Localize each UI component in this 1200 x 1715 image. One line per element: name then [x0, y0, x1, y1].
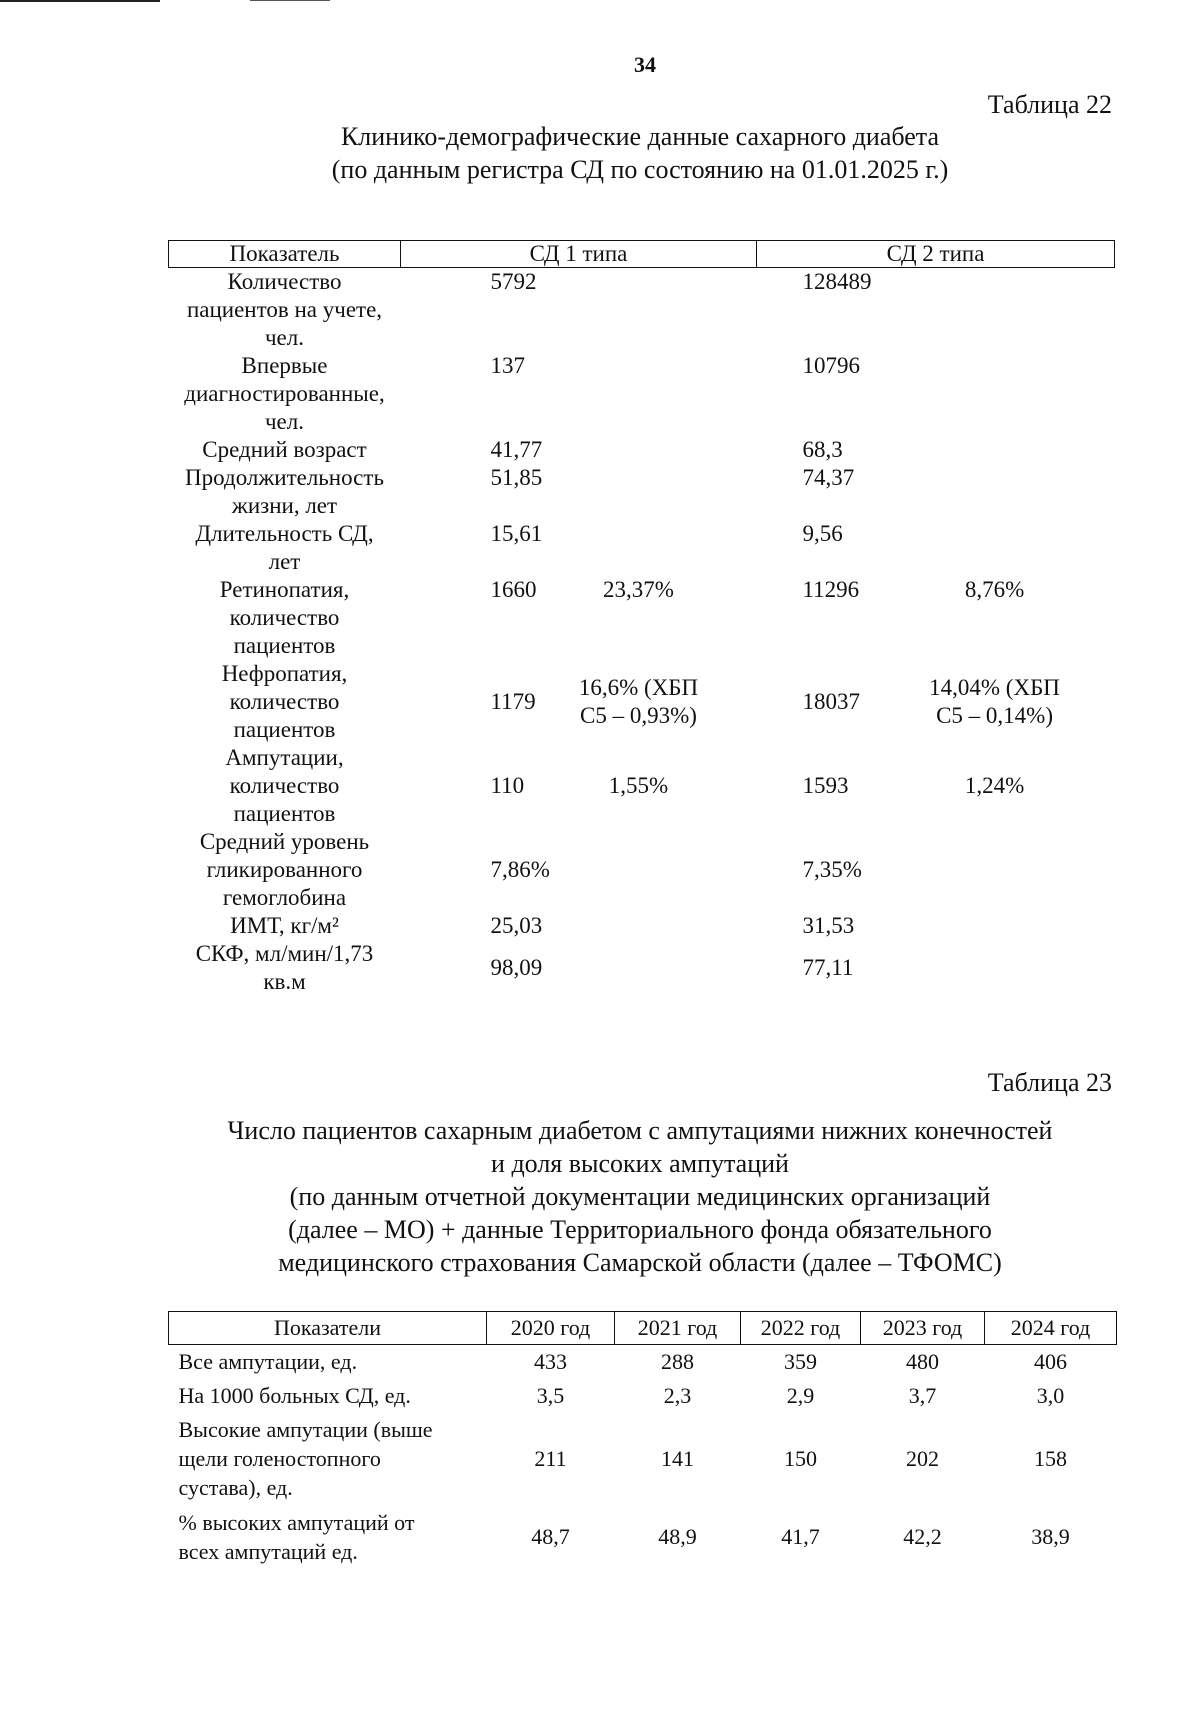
year-value: 202 [906, 1446, 939, 1471]
table22 [168, 240, 1115, 996]
cell-line: 1,55% [608, 773, 669, 798]
sd1-percent [521, 352, 757, 436]
sd1-value: 25,03 [490, 913, 543, 938]
sd2-value: 18037 [802, 689, 861, 714]
sd2-value: 11296 [802, 577, 860, 602]
sd2-percent [875, 352, 1115, 436]
year-value: 3,0 [1036, 1383, 1065, 1408]
sd2-percent [875, 940, 1115, 996]
sd1-percent [521, 912, 757, 940]
year-value: 433 [534, 1349, 567, 1375]
sd2-value: 9,56 [802, 521, 843, 546]
sd1-percent [521, 660, 757, 744]
header-year: 2024 год [985, 1312, 1117, 1345]
table22-title [160, 120, 1120, 186]
year-value: 3,7 [908, 1383, 937, 1408]
cell-line: Средний уровень [199, 829, 370, 854]
year-value: 141 [661, 1446, 694, 1471]
title-line: (по данным регистра СД по состоянию на 01.01.2025 г.) [331, 155, 949, 184]
cell-line: пациентов на учете, [186, 297, 383, 322]
sd1-percent [521, 520, 757, 576]
cell-line: Все ампутации, ед. [178, 1349, 358, 1375]
year-value: 211 [534, 1446, 567, 1471]
year-value: 3,5 [536, 1383, 565, 1408]
year-value: 2,9 [786, 1383, 815, 1408]
cell-line: Ампутации, [225, 745, 344, 770]
table-row [169, 1413, 1117, 1505]
table-row [169, 436, 1115, 464]
year-value: 480 [906, 1349, 939, 1375]
table-row [169, 1345, 1117, 1379]
cell-line: 23,37% [603, 577, 674, 602]
cell-line: 14,04% (ХБП [929, 675, 1060, 700]
sd2-percent [875, 268, 1115, 353]
cell-line: 1,24% [964, 773, 1025, 798]
cell-line: С5 – 0,14%) [936, 703, 1053, 728]
title-line: медицинского страхования Самарской области (далее – ТФОМС) [278, 1248, 1002, 1277]
year-value: 158 [1034, 1446, 1067, 1471]
sd2-percent [875, 576, 1115, 660]
indicator-cell [169, 1379, 487, 1413]
table-row [169, 576, 1115, 660]
table-row [169, 1505, 1117, 1569]
indicator-cell [169, 268, 401, 353]
sd1-value: 1660 [490, 577, 537, 602]
year-value: 38,9 [1031, 1524, 1070, 1549]
table-row [169, 464, 1115, 520]
sd2-value: 77,11 [802, 955, 854, 980]
scan-edge-line [0, 0, 160, 2]
indicator-cell [169, 660, 401, 744]
cell-line: сустава), ед. [178, 1475, 293, 1500]
sd2-value: 128489 [802, 269, 872, 294]
sd1-percent [521, 268, 757, 353]
indicator-cell [169, 436, 401, 464]
cell-line: Длительность СД, [195, 521, 374, 546]
year-value: 288 [661, 1349, 694, 1375]
table-row [169, 940, 1115, 996]
sd2-percent [875, 464, 1115, 520]
sd1-value: 15,61 [490, 521, 543, 546]
cell-line: всех ампутаций ед. [178, 1538, 358, 1564]
cell-line: пациентов [233, 633, 336, 658]
header-indicator: Показатели [169, 1312, 487, 1345]
cell-line: чел. [264, 325, 304, 350]
title-line: Клинико-демографические данные сахарного диабета [340, 122, 940, 151]
year-value: 48,9 [658, 1524, 697, 1549]
cell-line: гемоглобина [222, 885, 347, 910]
sd2-percent [875, 436, 1115, 464]
table-row [169, 520, 1115, 576]
sd2-value: 7,35% [802, 857, 862, 882]
cell-line: Продолжительность [185, 465, 384, 490]
scan-edge-line [250, 0, 330, 1]
cell-line: количество [229, 605, 340, 630]
sd2-percent [875, 828, 1115, 912]
cell-line: Впервые [241, 353, 328, 378]
table-row [169, 744, 1115, 828]
cell-line: щели голеностопного [178, 1446, 381, 1471]
cell-line: Высокие ампутации (выше [178, 1417, 433, 1442]
cell-line: чел. [264, 409, 304, 434]
table-row [169, 268, 1115, 353]
indicator-cell [169, 940, 401, 996]
indicator-cell [169, 520, 401, 576]
page-number: 34 [634, 52, 656, 77]
title-line: Число пациентов сахарным диабетом с ампутациями нижних конечностей [227, 1116, 1053, 1145]
indicator-cell [169, 1345, 487, 1379]
sd1-percent [521, 828, 757, 912]
table23-label: Таблица 23 [987, 1068, 1112, 1097]
cell-line: диагностированные, [184, 381, 385, 406]
table-row [169, 828, 1115, 912]
cell-line: количество [229, 689, 340, 714]
header-year: 2021 год [615, 1312, 741, 1345]
table23-title [160, 1114, 1120, 1279]
sd2-percent [875, 660, 1115, 744]
year-value: 150 [784, 1446, 817, 1471]
cell-line: пациентов [233, 801, 336, 826]
sd1-value: 137 [490, 353, 525, 378]
sd1-percent [521, 940, 757, 996]
indicator-cell [169, 352, 401, 436]
table23-header-row [169, 1312, 1117, 1345]
sd2-value: 10796 [802, 353, 861, 378]
cell-line: лет [268, 549, 301, 574]
header-indicator: Показатель [169, 241, 401, 268]
sd2-percent [875, 520, 1115, 576]
sd1-value: 7,86% [490, 857, 550, 882]
year-value: 2,3 [663, 1383, 692, 1408]
indicator-cell [169, 828, 401, 912]
sd1-percent [521, 576, 757, 660]
cell-line: Нефропатия, [221, 661, 348, 686]
indicator-cell [169, 744, 401, 828]
year-value: 406 [1034, 1349, 1067, 1375]
cell-line: 16,6% (ХБП [578, 675, 699, 700]
sd1-percent [521, 744, 757, 828]
cell-line: На 1000 больных СД, ед. [178, 1383, 411, 1408]
indicator-cell [169, 464, 401, 520]
title-line: и доля высоких ампутаций [491, 1149, 789, 1178]
year-value: 48,7 [531, 1524, 570, 1549]
cell-line: ИМТ, кг/м² [230, 913, 339, 938]
year-value: 359 [784, 1349, 817, 1375]
cell-line: 8,76% [964, 577, 1025, 602]
table22-header-row [169, 241, 1115, 268]
indicator-cell [169, 1413, 487, 1505]
indicator-cell [169, 576, 401, 660]
table22-label: Таблица 22 [987, 90, 1112, 119]
table-row [169, 1379, 1117, 1413]
cell-line: гликированного [206, 857, 363, 882]
table23 [168, 1311, 1117, 1569]
sd1-value: 98,09 [490, 955, 543, 980]
header-sd1: СД 1 типа [401, 241, 757, 268]
sd2-value: 31,53 [802, 913, 855, 938]
cell-line: пациентов [233, 717, 336, 742]
sd1-value: 41,77 [490, 437, 543, 462]
year-value: 42,2 [903, 1524, 942, 1549]
sd2-value: 1593 [802, 773, 849, 798]
indicator-cell [169, 912, 401, 940]
cell-line: СКФ, мл/мин/1,73 [195, 941, 374, 966]
sd1-value: 5792 [490, 269, 537, 294]
cell-line: жизни, лет [231, 493, 338, 518]
cell-line: количество [229, 773, 340, 798]
header-sd2: СД 2 типа [757, 241, 1115, 268]
title-line: (по данным отчетной документации медицинских организаций [289, 1182, 991, 1211]
cell-line: Средний возраст [202, 437, 367, 462]
cell-line: кв.м [263, 969, 306, 994]
sd2-value: 74,37 [802, 465, 855, 490]
sd1-value: 1179 [490, 689, 536, 714]
header-year: 2023 год [861, 1312, 985, 1345]
sd2-percent [875, 912, 1115, 940]
sd2-percent [875, 744, 1115, 828]
header-year: 2022 год [741, 1312, 861, 1345]
table-row [169, 352, 1115, 436]
sd2-value: 68,3 [802, 437, 843, 462]
table-row [169, 912, 1115, 940]
cell-line: % высоких ампутаций от [178, 1509, 415, 1535]
sd1-value: 51,85 [490, 465, 543, 490]
title-line: (далее – МО) + данные Территориального фонда обязательного [288, 1215, 992, 1244]
indicator-cell [169, 1505, 487, 1569]
header-year: 2020 год [487, 1312, 615, 1345]
year-value: 41,7 [781, 1524, 820, 1549]
sd1-value: 110 [490, 773, 525, 798]
cell-line: С5 – 0,93%) [580, 703, 697, 728]
sd1-percent [521, 464, 757, 520]
cell-line: Количество [227, 269, 342, 294]
cell-line: Ретинопатия, [219, 577, 350, 602]
table-row [169, 660, 1115, 744]
sd1-percent [521, 436, 757, 464]
